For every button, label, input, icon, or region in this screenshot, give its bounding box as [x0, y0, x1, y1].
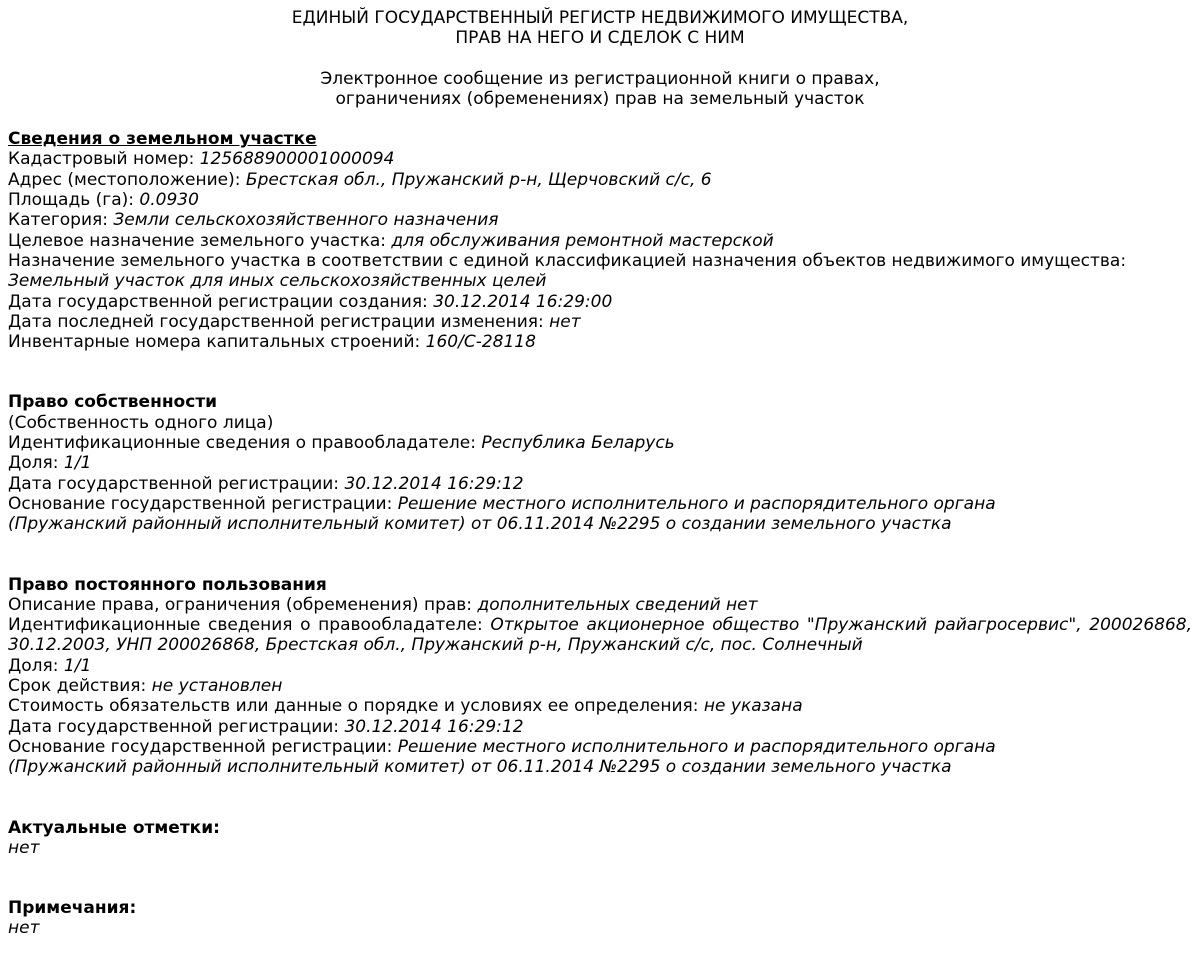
- ownership-holder-row: [8, 433, 1192, 453]
- header-line-4: ограничениях (обременениях) прав на земельный участок: [335, 88, 865, 109]
- created-row: [8, 292, 1192, 312]
- pu-term-row: [8, 676, 1192, 696]
- ownership-date-label: Дата государственной регистрации:: [8, 473, 345, 494]
- pu-date-row: [8, 717, 1192, 737]
- registry-header: [8, 8, 1192, 109]
- pu-term-value: не установлен: [151, 676, 283, 697]
- pu-basis-value: Решение местного исполнительного и распорядительного органа (Пружанский районный исполнительный комитет) от 06.11.2014 №2295 о создании земельного участка: [8, 736, 996, 778]
- ownership-share-label: Доля:: [8, 453, 64, 474]
- pu-cost-row: [8, 696, 1192, 716]
- marks-title: Актуальные отметки:: [8, 817, 220, 838]
- ownership-holder-value: Республика Беларусь: [481, 433, 675, 454]
- ownership-basis-row: [8, 494, 1108, 535]
- ownership-basis-label: Основание государственной регистрации:: [8, 493, 398, 514]
- pu-holder-value: Открытое акционерное общество "Пружанский райагросервис", 200026868, 30.12.2003, УНП 200026868, Брестская обл., Пружанский р-н, Пружанский с/с, пос. Солнечный: [8, 615, 1192, 656]
- pu-cost-value: не указана: [703, 696, 803, 717]
- category-row: [8, 210, 1192, 230]
- pu-basis-label: Основание государственной регистрации:: [8, 736, 398, 757]
- pu-basis-row: [8, 737, 1108, 778]
- created-value: 30.12.2014 16:29:00: [433, 291, 613, 312]
- ownership-section: [8, 392, 1192, 534]
- classification-label: Назначение земельного участка в соответствии с единой классификацией назначения объектов недвижимого имущества:: [8, 250, 1127, 271]
- area-value: 0.0930: [139, 190, 199, 211]
- pu-desc-label: Описание права, ограничения (обременения) прав:: [8, 594, 478, 615]
- cadastral-label: Кадастровый номер:: [8, 149, 200, 170]
- inventory-row: [8, 332, 1192, 352]
- pu-term-label: Срок действия:: [8, 676, 152, 697]
- notes-title: Примечания:: [8, 898, 137, 919]
- changed-value: нет: [549, 311, 581, 332]
- pu-date-value: 30.12.2014 16:29:12: [344, 716, 524, 737]
- pu-share-value: 1/1: [63, 655, 92, 676]
- notes-section: [8, 898, 1192, 939]
- cadastral-value: 125688900001000094: [199, 149, 395, 170]
- purpose-label: Целевое назначение земельного участка:: [8, 230, 392, 251]
- header-line-2: ПРАВ НА НЕГО И СДЕЛОК С НИМ: [455, 28, 745, 49]
- inventory-value: 160/С-28118: [425, 332, 536, 353]
- ownership-subtitle: (Собственность одного лица): [8, 412, 274, 433]
- land-section-title: Сведения о земельном участке: [8, 129, 317, 150]
- ownership-holder-label: Идентификационные сведения о правообладателе:: [8, 433, 482, 454]
- category-value: Земли сельскохозяйственного назначения: [113, 210, 499, 231]
- pu-share-label: Доля:: [8, 655, 64, 676]
- pu-desc-row: [8, 595, 1192, 615]
- marks-section: [8, 818, 1192, 859]
- classification-value: Земельный участок для иных сельскохозяйственных целей: [8, 271, 547, 292]
- land-section: [8, 129, 1192, 352]
- permanent-use-title: Право постоянного пользования: [8, 574, 327, 595]
- marks-value: нет: [8, 837, 40, 858]
- permanent-use-section: [8, 575, 1192, 778]
- pu-holder-label: Идентификационные сведения о правообладателе:: [8, 615, 491, 636]
- purpose-row: [8, 231, 1192, 251]
- ownership-date-value: 30.12.2014 16:29:12: [344, 473, 524, 494]
- changed-row: [8, 312, 1192, 332]
- changed-label: Дата последней государственной регистрации изменения:: [8, 311, 550, 332]
- address-row: [8, 170, 1192, 190]
- ownership-title: Право собственности: [8, 392, 218, 413]
- ownership-basis-value: Решение местного исполнительного и распорядительного органа (Пружанский районный исполнительный комитет) от 06.11.2014 №2295 о создании земельного участка: [8, 493, 996, 535]
- pu-desc-value: дополнительных сведений нет: [477, 594, 758, 615]
- address-label: Адрес (местоположение):: [8, 169, 246, 190]
- address-value: Брестская обл., Пружанский р-н, Щерчовский с/с, 6: [245, 169, 712, 190]
- cadastral-row: [8, 149, 1192, 169]
- inventory-label: Инвентарные номера капитальных строений:: [8, 332, 426, 353]
- category-label: Категория:: [8, 210, 114, 231]
- purpose-value: для обслуживания ремонтной мастерской: [391, 230, 774, 251]
- ownership-share-value: 1/1: [63, 453, 92, 474]
- header-line-1: ЕДИНЫЙ ГОСУДАРСТВЕННЫЙ РЕГИСТР НЕДВИЖИМОГО ИМУЩЕСТВА,: [291, 8, 909, 28]
- notes-value: нет: [8, 918, 40, 939]
- pu-cost-label: Стоимость обязательств или данные о порядке и условиях ее определения:: [8, 696, 704, 717]
- pu-share-row: [8, 656, 1192, 676]
- pu-holder-row: [8, 615, 1192, 656]
- created-label: Дата государственной регистрации создания:: [8, 291, 434, 312]
- area-label: Площадь (га):: [8, 190, 140, 211]
- ownership-date-row: [8, 474, 1192, 494]
- ownership-share-row: [8, 453, 1192, 473]
- header-line-3: Электронное сообщение из регистрационной книги о правах,: [320, 68, 880, 89]
- pu-date-label: Дата государственной регистрации:: [8, 716, 345, 737]
- area-row: [8, 190, 1192, 210]
